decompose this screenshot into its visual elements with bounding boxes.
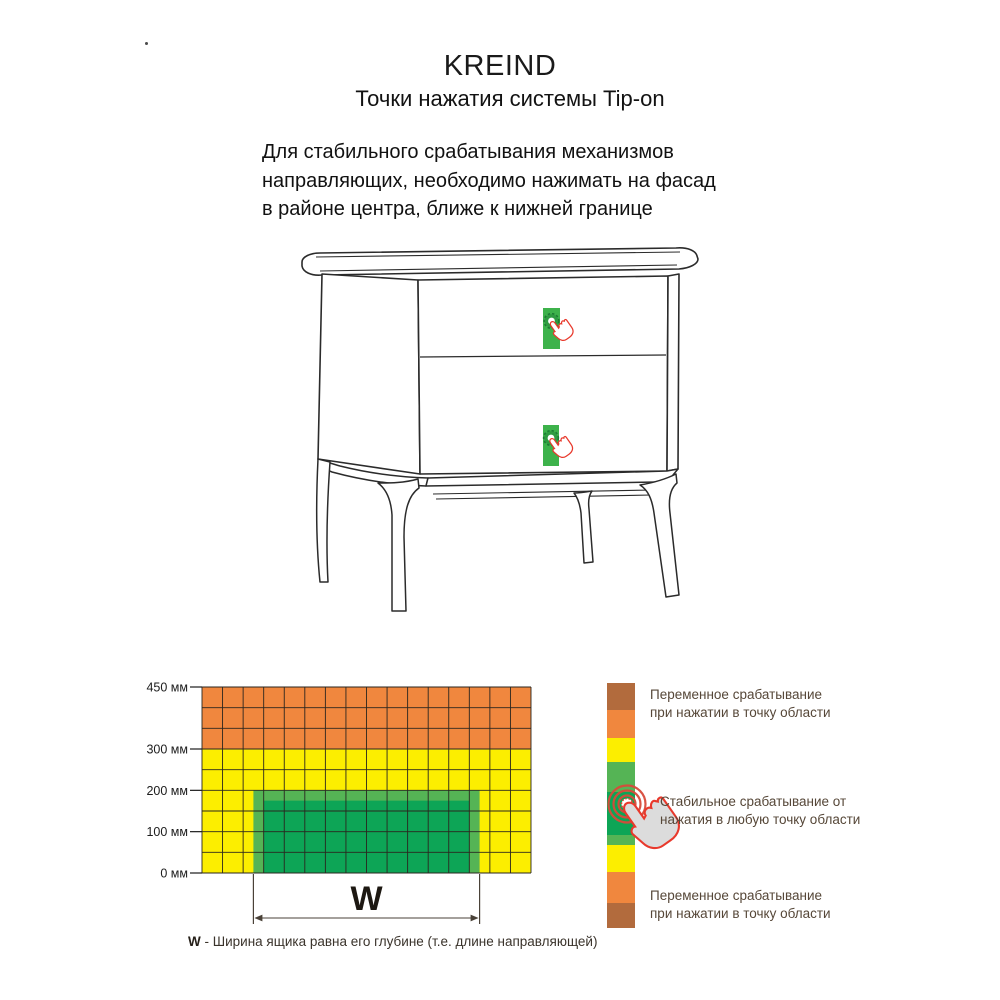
legend-bar-segment-brown xyxy=(607,903,635,928)
legend-bar-segment-orange xyxy=(607,872,635,903)
axis-tick-label: 100 мм xyxy=(146,825,188,840)
legend-bar-segment-brown xyxy=(607,683,635,710)
intro-line: направляющих, необходимо нажимать на фасад xyxy=(262,169,716,192)
leg-front-left xyxy=(378,479,419,611)
dimension-footnote xyxy=(188,934,597,949)
legend-bar-segment-orange xyxy=(607,710,635,738)
dimension-w-label: W xyxy=(350,880,383,918)
axis-tick-label: 450 мм xyxy=(146,680,188,695)
leg-back-left xyxy=(317,459,330,582)
intro-line: Для стабильного срабатывания механизмов xyxy=(262,141,674,163)
brand-title: KREIND xyxy=(443,50,557,82)
press-zone-chart xyxy=(140,675,610,975)
legend-bar-segment-yellow xyxy=(607,738,635,762)
leg-back-right xyxy=(574,491,593,563)
cabinet-top xyxy=(302,248,698,275)
legend-item-line: Переменное срабатывание xyxy=(650,888,823,903)
legend-item-line: нажатия в любую точку области xyxy=(660,811,861,827)
legend-item-variable-top xyxy=(650,686,831,721)
legend-item-stable xyxy=(660,793,860,828)
page-subtitle: Точки нажатия системы Tip-on xyxy=(355,86,665,111)
axis-tick-label: 0 мм xyxy=(160,866,188,881)
axis-tick-label: 200 мм xyxy=(146,783,188,798)
leg-front-right xyxy=(640,474,679,597)
intro-line: в районе центра, ближе к нижней границе xyxy=(262,198,653,220)
arrow-head-left xyxy=(254,915,262,922)
cabinet-body xyxy=(318,274,679,474)
legend-item-line: Стабильное срабатывание от xyxy=(660,794,847,809)
cabinet-left-panel xyxy=(318,274,420,474)
legend-item-variable-bottom xyxy=(650,887,831,922)
cabinet-right-edge xyxy=(667,274,679,471)
intro-paragraph xyxy=(262,138,716,224)
arrow-head-right xyxy=(471,915,479,922)
legend-item-line: при нажатии в точку области xyxy=(650,704,831,720)
legend-item-line: при нажатии в точку области xyxy=(650,905,831,921)
page-speck xyxy=(145,42,148,45)
legend-item-line: Переменное срабатывание xyxy=(650,687,823,702)
axis-tick-label: 300 мм xyxy=(146,742,188,757)
cabinet-base xyxy=(317,459,679,611)
footnote-text: - Ширина ящика равна его глубине (т.е. длине направляющей) xyxy=(200,934,598,949)
nightstand-drawing xyxy=(280,245,710,635)
footnote-w-label: W xyxy=(188,934,201,949)
